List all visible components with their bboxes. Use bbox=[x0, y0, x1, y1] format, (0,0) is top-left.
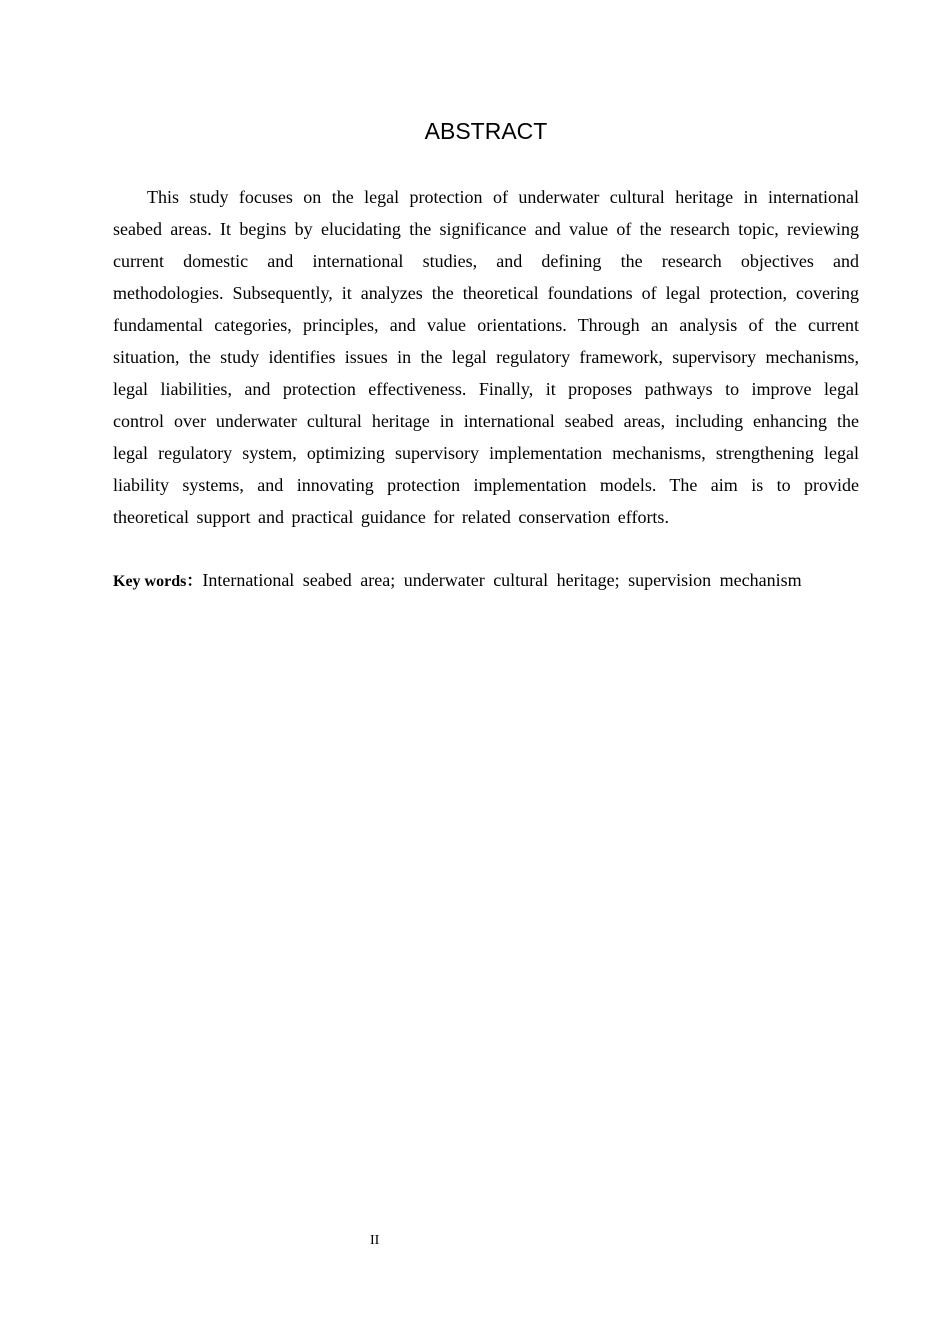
keywords-line bbox=[113, 565, 873, 597]
keywords-value: International seabed area; underwater cultural heritage; supervision mechanism bbox=[202, 570, 802, 590]
abstract-title: ABSTRACT bbox=[424, 118, 548, 144]
page-number: II bbox=[370, 1233, 380, 1248]
abstract-body: This study focuses on the legal protection of underwater cultural heritage in international seabed areas. It begins by elucidating the significance and value of the research topic, reviewing current domestic and international studies, and defining the research objectives and methodologies. Subsequently, it analyzes the theoretical foundations of legal protection, covering fundamental categories, principles, and value orientations. Through an analysis of the current situation, the study identifies issues in the legal regulatory framework, supervisory mechanisms, legal liabilities, and protection effectiveness. Finally, it proposes pathways to improve legal control over underwater cultural heritage in international seabed areas, including enhancing the legal regulatory system, optimizing supervisory implementation mechanisms, strengthening legal liability systems, and innovating protection implementation models. The aim is to provide theoretical support and practical guidance for related conservation efforts. bbox=[113, 187, 859, 527]
keywords-label: Key words： bbox=[113, 573, 203, 590]
